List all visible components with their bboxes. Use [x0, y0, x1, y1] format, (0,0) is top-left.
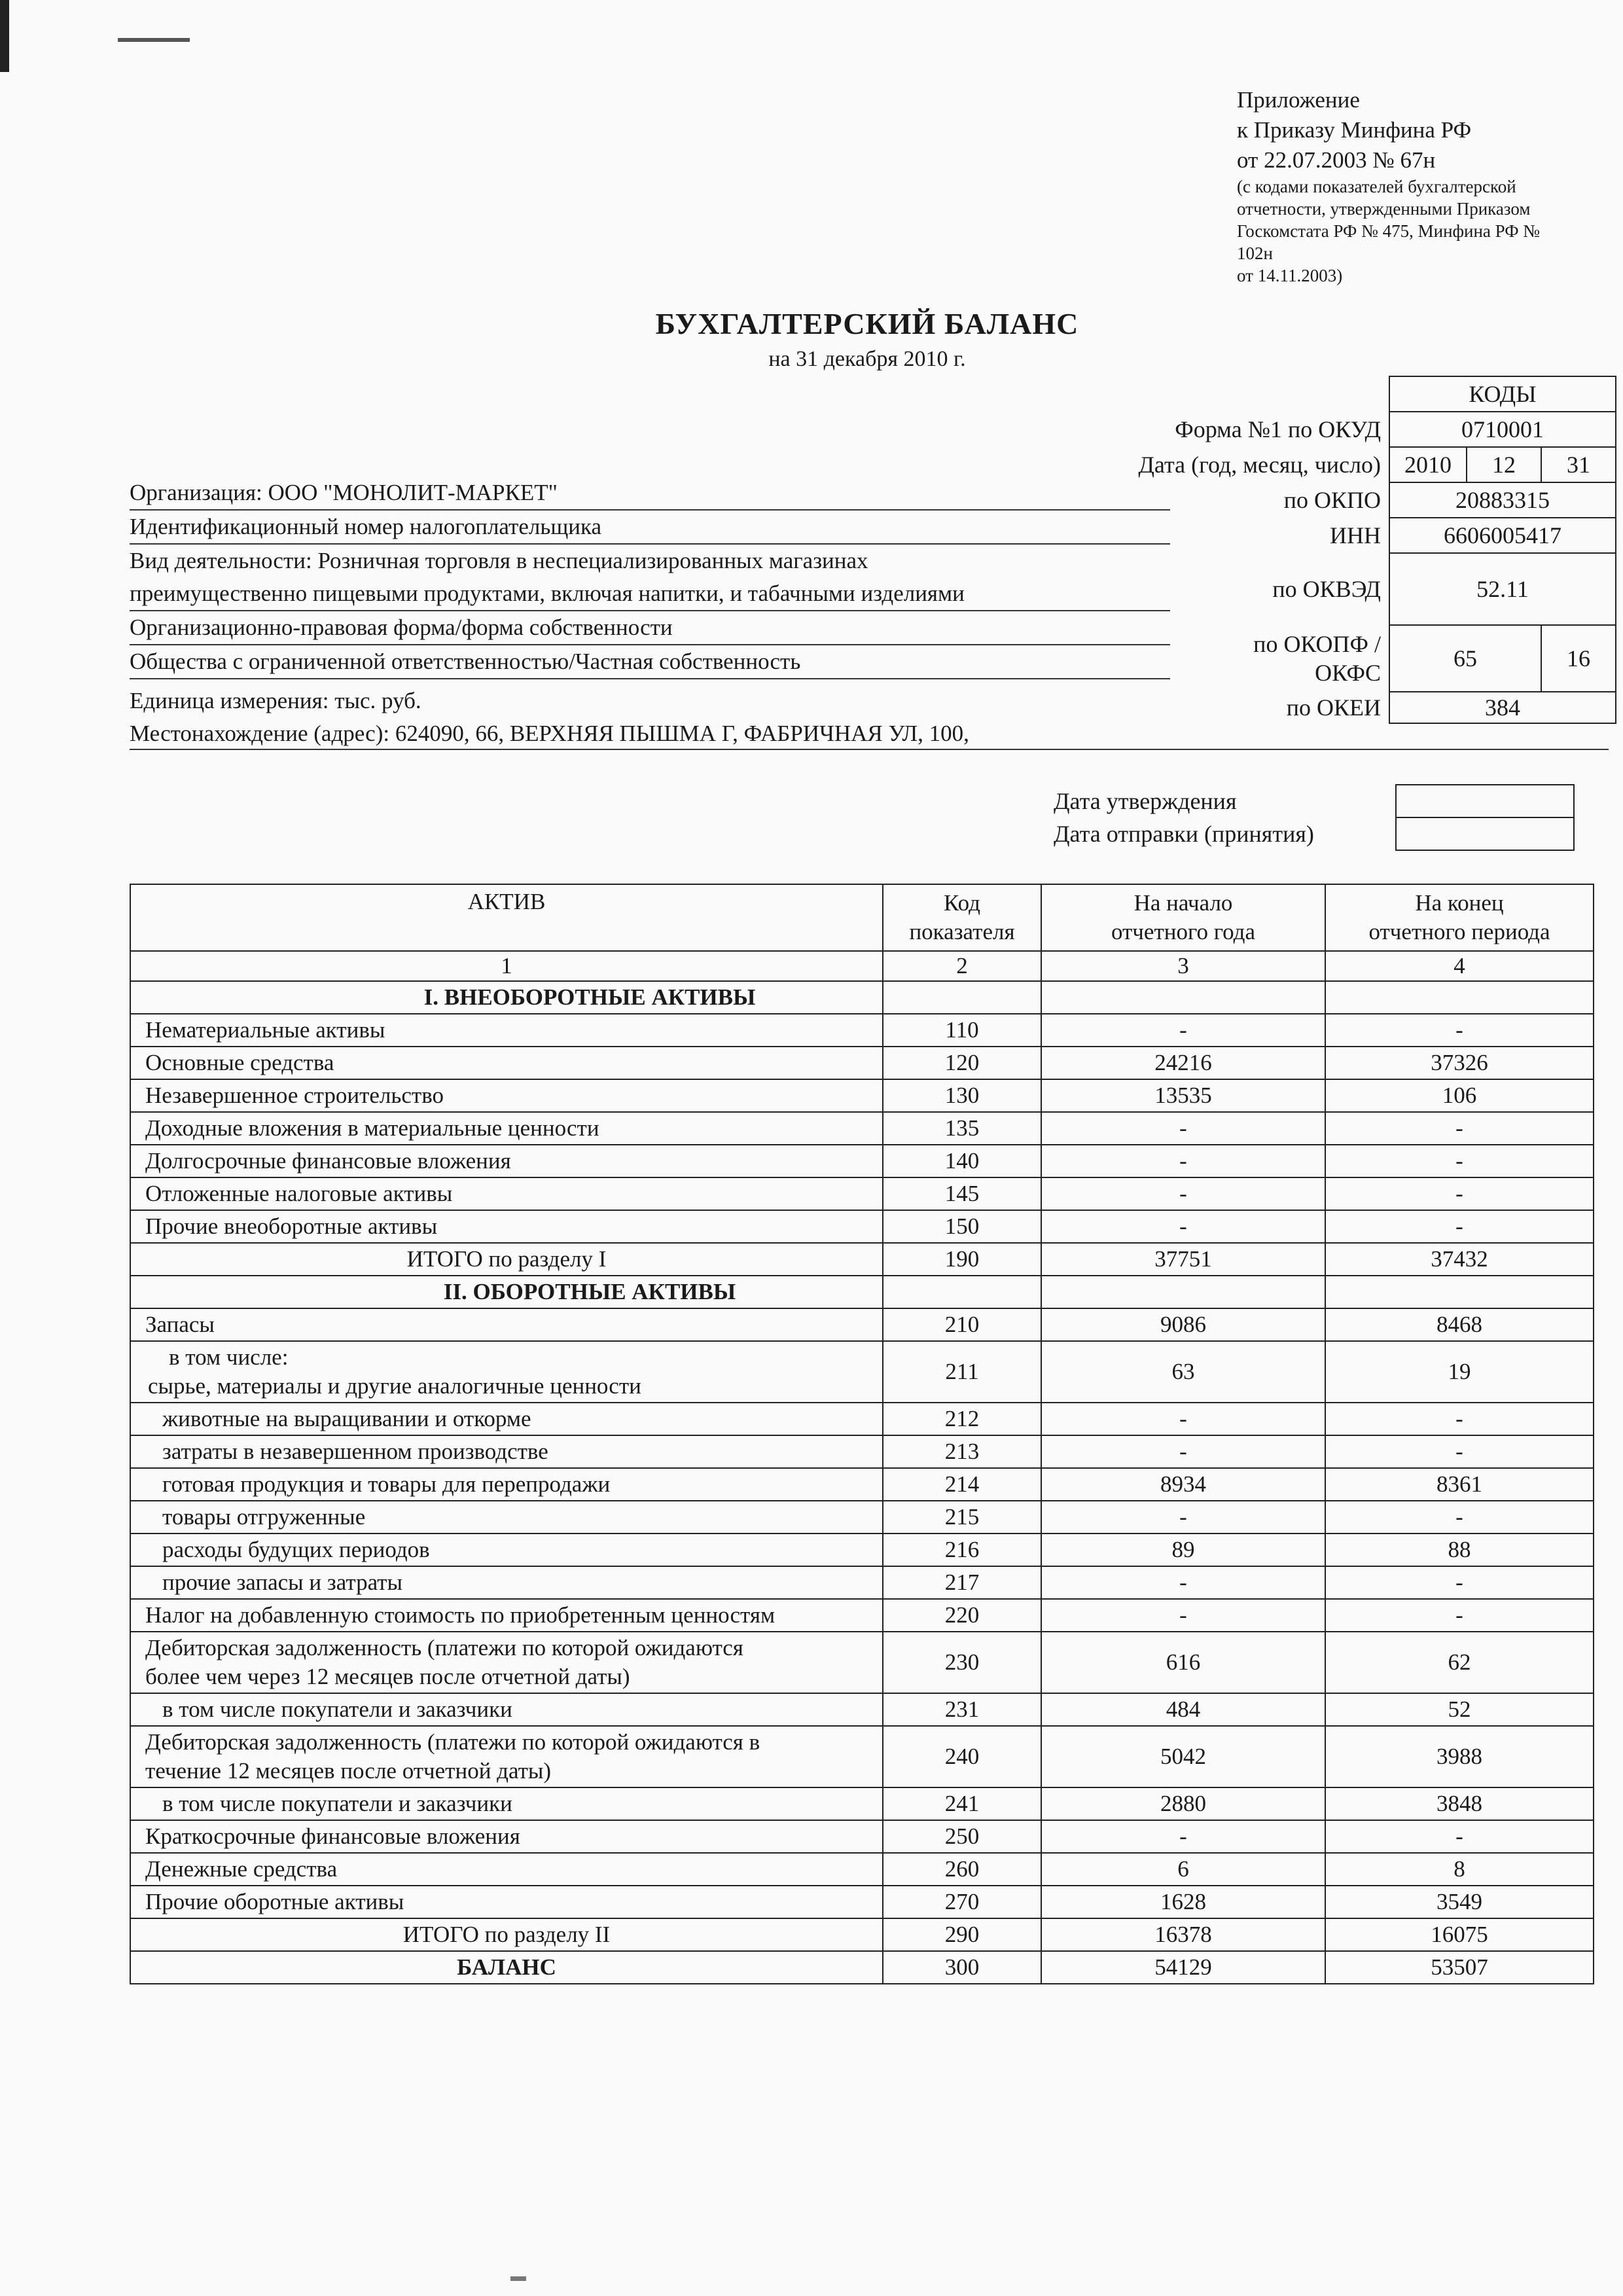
codes-header: КОДЫ — [1389, 376, 1616, 412]
header-start — [1041, 884, 1325, 951]
table-row — [130, 1566, 1594, 1599]
row-code: 216 — [883, 1534, 1041, 1566]
table-row — [130, 1726, 1594, 1787]
row-name: Налог на добавленную стоимость по приобретенным ценностям — [130, 1599, 883, 1632]
row-start: - — [1041, 1435, 1325, 1468]
row-start — [1041, 1276, 1325, 1308]
okpo-label: по ОКПО — [1283, 487, 1381, 513]
row-code: 210 — [883, 1308, 1041, 1341]
row-code: 212 — [883, 1403, 1041, 1435]
row-start: 2880 — [1041, 1787, 1325, 1820]
scan-edge-mark — [0, 0, 9, 72]
row-start: 6 — [1041, 1853, 1325, 1886]
column-number: 3 — [1041, 951, 1325, 981]
row-end: - — [1325, 1403, 1594, 1435]
appendix-note-line: отчетности, утвержденными Приказом — [1237, 199, 1531, 219]
row-end — [1325, 1276, 1594, 1308]
row-end: 8361 — [1325, 1468, 1594, 1501]
header-start-line: отчетного года — [1111, 919, 1256, 944]
row-end: 37326 — [1325, 1047, 1594, 1079]
row-start: - — [1041, 1210, 1325, 1243]
row-end: - — [1325, 1435, 1594, 1468]
row-code: 300 — [883, 1951, 1041, 1984]
row-code: 190 — [883, 1243, 1041, 1276]
row-name: Отложенные налоговые активы — [130, 1177, 883, 1210]
row-end: 8468 — [1325, 1308, 1594, 1341]
row-end: - — [1325, 1177, 1594, 1210]
row-name: животные на выращивании и откорме — [130, 1403, 883, 1435]
row-name-line: Дебиторская задолженность (платежи по которой ожидаются в — [145, 1729, 760, 1755]
table-row — [130, 1501, 1594, 1534]
header-start-line: На начало — [1133, 890, 1233, 916]
row-name: Незавершенное строительство — [130, 1079, 883, 1112]
row-name: Доходные вложения в материальные ценности — [130, 1112, 883, 1145]
row-end: 3549 — [1325, 1886, 1594, 1918]
row-name: в том числе покупатели и заказчики — [130, 1693, 883, 1726]
row-name — [130, 1632, 883, 1693]
table-row — [130, 1276, 1594, 1308]
row-name: расходы будущих периодов — [130, 1534, 883, 1566]
row-start: - — [1041, 1177, 1325, 1210]
header-end-line: На конец — [1415, 890, 1504, 916]
row-start: - — [1041, 1566, 1325, 1599]
header-code-line: Код — [944, 890, 980, 916]
row-start: 13535 — [1041, 1079, 1325, 1112]
row-name: ИТОГО по разделу II — [130, 1918, 883, 1951]
row-name: товары отгруженные — [130, 1501, 883, 1534]
row-start: 1628 — [1041, 1886, 1325, 1918]
appendix-note-line: Госкомстата РФ № 475, Минфина РФ № — [1237, 221, 1541, 241]
row-code: 150 — [883, 1210, 1041, 1243]
row-name: ИТОГО по разделу I — [130, 1243, 883, 1276]
row-code: 270 — [883, 1886, 1041, 1918]
row-end: - — [1325, 1599, 1594, 1632]
row-name: Запасы — [130, 1308, 883, 1341]
row-name: I. ВНЕОБОРОТНЫЕ АКТИВЫ — [130, 981, 883, 1014]
table-row — [130, 1047, 1594, 1079]
date-day: 31 — [1541, 447, 1616, 482]
header-end-line: отчетного периода — [1368, 919, 1550, 944]
row-start: 616 — [1041, 1632, 1325, 1693]
row-start: - — [1041, 1403, 1325, 1435]
row-end: - — [1325, 1210, 1594, 1243]
table-row — [130, 1468, 1594, 1501]
header-asset: АКТИВ — [130, 884, 883, 951]
row-start: - — [1041, 1145, 1325, 1177]
row-code: 120 — [883, 1047, 1041, 1079]
row-code — [883, 981, 1041, 1014]
row-start: - — [1041, 1820, 1325, 1853]
org-address: Местонахождение (адрес): 624090, 66, ВЕРХНЯЯ ПЫШМА Г, ФАБРИЧНАЯ УЛ, 100, — [130, 721, 969, 746]
table-row — [130, 1886, 1594, 1918]
row-start: 16378 — [1041, 1918, 1325, 1951]
row-code: 110 — [883, 1014, 1041, 1047]
row-name-line: более чем через 12 месяцев после отчетной даты) — [145, 1664, 630, 1689]
table-row — [130, 1341, 1594, 1403]
row-start: - — [1041, 1501, 1325, 1534]
document-title: БУХГАЛТЕРСКИЙ БАЛАНС — [655, 307, 1079, 340]
table-row — [130, 1435, 1594, 1468]
org-unit: Единица измерения: тыс. руб. — [130, 688, 421, 713]
balance-table — [130, 884, 1594, 1984]
row-code: 290 — [883, 1918, 1041, 1951]
row-end: 8 — [1325, 1853, 1594, 1886]
table-row — [130, 1820, 1594, 1853]
row-end: - — [1325, 1566, 1594, 1599]
org-legal-form: Организационно-правовая форма/форма собственности — [130, 611, 1170, 645]
form-label: Форма №1 по ОКУД — [1175, 416, 1381, 442]
row-name: Основные средства — [130, 1047, 883, 1079]
okfs-label: ОКФС — [1315, 660, 1381, 686]
row-end: 19 — [1325, 1341, 1594, 1403]
row-start: 24216 — [1041, 1047, 1325, 1079]
row-code: 231 — [883, 1693, 1041, 1726]
row-end: - — [1325, 1145, 1594, 1177]
row-code: 260 — [883, 1853, 1041, 1886]
row-start: 484 — [1041, 1693, 1325, 1726]
table-row — [130, 1918, 1594, 1951]
row-name: прочие запасы и затраты — [130, 1566, 883, 1599]
row-end: 88 — [1325, 1534, 1594, 1566]
appendix-note-line: от 14.11.2003) — [1237, 266, 1343, 285]
column-number: 1 — [130, 951, 883, 981]
row-name: II. ОБОРОТНЫЕ АКТИВЫ — [130, 1276, 883, 1308]
row-name — [130, 1341, 883, 1403]
appendix-note-line: 102н — [1237, 243, 1273, 263]
form-value: 0710001 — [1389, 412, 1616, 447]
okpo-value: 20883315 — [1389, 482, 1616, 518]
sent-date-box — [1396, 817, 1574, 850]
table-row — [130, 981, 1594, 1014]
table-row — [130, 1210, 1594, 1243]
row-end: - — [1325, 1112, 1594, 1145]
row-name: готовая продукция и товары для перепродажи — [130, 1468, 883, 1501]
row-start — [1041, 981, 1325, 1014]
org-activity: Вид деятельности: Розничная торговля в неспециализированных магазинах — [130, 548, 868, 573]
row-name: в том числе покупатели и заказчики — [130, 1787, 883, 1820]
row-code: 214 — [883, 1468, 1041, 1501]
okfs-value: 16 — [1541, 625, 1616, 692]
table-row — [130, 1145, 1594, 1177]
row-start: - — [1041, 1112, 1325, 1145]
table-row — [130, 1693, 1594, 1726]
org-name: Организация: ООО "МОНОЛИТ-МАРКЕТ" — [130, 476, 1170, 511]
row-start: 63 — [1041, 1341, 1325, 1403]
organization-info — [130, 476, 1170, 750]
row-code: 241 — [883, 1787, 1041, 1820]
dates-block — [1054, 784, 1575, 851]
row-code: 211 — [883, 1341, 1041, 1403]
table-row — [130, 1014, 1594, 1047]
row-name — [130, 1726, 883, 1787]
header-end — [1325, 884, 1594, 951]
table-row — [130, 1112, 1594, 1145]
row-name-line: течение 12 месяцев после отчетной даты) — [145, 1758, 552, 1784]
org-taxpayer-id: Идентификационный номер налогоплательщика — [130, 511, 1170, 545]
row-end: - — [1325, 1820, 1594, 1853]
row-code: 145 — [883, 1177, 1041, 1210]
row-code: 140 — [883, 1145, 1041, 1177]
appendix-note-line: (с кодами показателей бухгалтерской — [1237, 177, 1516, 196]
row-code: 130 — [883, 1079, 1041, 1112]
table-row — [130, 1177, 1594, 1210]
separator-line — [130, 749, 1609, 750]
header-code-line: показателя — [909, 919, 1015, 944]
approval-date-box — [1396, 785, 1574, 817]
row-start: 5042 — [1041, 1726, 1325, 1787]
row-name: Краткосрочные финансовые вложения — [130, 1820, 883, 1853]
row-end: 3848 — [1325, 1787, 1594, 1820]
row-end: 16075 — [1325, 1918, 1594, 1951]
appendix-line: от 22.07.2003 № 67н — [1237, 147, 1436, 173]
row-name: БАЛАНС — [130, 1951, 883, 1984]
row-end — [1325, 981, 1594, 1014]
row-name-line: Дебиторская задолженность (платежи по которой ожидаются — [145, 1635, 743, 1660]
okopf-label: по ОКОПФ / — [1253, 631, 1381, 657]
row-name: Денежные средства — [130, 1853, 883, 1886]
row-name-line: сырье, материалы и другие аналогичные ценности — [148, 1373, 641, 1399]
row-end: - — [1325, 1014, 1594, 1047]
date-month: 12 — [1467, 447, 1541, 482]
row-start: 37751 — [1041, 1243, 1325, 1276]
appendix-note — [1237, 85, 1603, 287]
table-row — [130, 1403, 1594, 1435]
table-row — [130, 1079, 1594, 1112]
row-code: 240 — [883, 1726, 1041, 1787]
row-end: 62 — [1325, 1632, 1594, 1693]
row-name: Прочие оборотные активы — [130, 1886, 883, 1918]
table-header-row — [130, 884, 1594, 951]
row-name: Прочие внеоборотные активы — [130, 1210, 883, 1243]
scan-dash-mark — [118, 38, 190, 42]
row-end: 106 — [1325, 1079, 1594, 1112]
scan-bottom-mark — [510, 2276, 526, 2281]
row-code: 135 — [883, 1112, 1041, 1145]
inn-label: ИНН — [1330, 522, 1381, 548]
column-number-row — [130, 951, 1594, 981]
date-label: Дата (год, месяц, число) — [1138, 452, 1381, 478]
approval-date-label: Дата утверждения — [1054, 788, 1237, 814]
okei-value: 384 — [1389, 692, 1616, 723]
row-code: 220 — [883, 1599, 1041, 1632]
row-code: 217 — [883, 1566, 1041, 1599]
okved-value: 52.11 — [1389, 553, 1616, 625]
row-end: 3988 — [1325, 1726, 1594, 1787]
okei-label: по ОКЕИ — [1286, 694, 1381, 721]
column-number: 4 — [1325, 951, 1594, 981]
okved-label: по ОКВЭД — [1272, 576, 1381, 602]
inn-value: 6606005417 — [1389, 518, 1616, 553]
row-start: 9086 — [1041, 1308, 1325, 1341]
table-row — [130, 1308, 1594, 1341]
column-number: 2 — [883, 951, 1041, 981]
row-start: 8934 — [1041, 1468, 1325, 1501]
row-start: 89 — [1041, 1534, 1325, 1566]
row-start: - — [1041, 1599, 1325, 1632]
table-row — [130, 1599, 1594, 1632]
table-row — [130, 1534, 1594, 1566]
org-ownership: Общества с ограниченной ответственностью/Частная собственность — [130, 645, 1170, 679]
row-end: 53507 — [1325, 1951, 1594, 1984]
row-name: Нематериальные активы — [130, 1014, 883, 1047]
header-code — [883, 884, 1041, 951]
table-row — [130, 1787, 1594, 1820]
document-subtitle: на 31 декабря 2010 г. — [768, 347, 966, 371]
row-start: 54129 — [1041, 1951, 1325, 1984]
row-code — [883, 1276, 1041, 1308]
row-name: затраты в незавершенном производстве — [130, 1435, 883, 1468]
table-row — [130, 1951, 1594, 1984]
appendix-line: Приложение — [1237, 87, 1360, 113]
table-row — [130, 1243, 1594, 1276]
sent-date-label: Дата отправки (принятия) — [1054, 821, 1314, 847]
table-row — [130, 1853, 1594, 1886]
row-end: 52 — [1325, 1693, 1594, 1726]
row-name: Долгосрочные финансовые вложения — [130, 1145, 883, 1177]
row-name-line: в том числе: — [169, 1344, 289, 1370]
date-year: 2010 — [1389, 447, 1467, 482]
row-end: - — [1325, 1501, 1594, 1534]
row-code: 215 — [883, 1501, 1041, 1534]
row-end: 37432 — [1325, 1243, 1594, 1276]
okopf-value: 65 — [1389, 625, 1541, 692]
row-code: 250 — [883, 1820, 1041, 1853]
appendix-line: к Приказу Минфина РФ — [1237, 117, 1472, 143]
row-code: 230 — [883, 1632, 1041, 1693]
row-code: 213 — [883, 1435, 1041, 1468]
codes-block — [1113, 376, 1616, 724]
row-start: - — [1041, 1014, 1325, 1047]
org-activity-cont: преимущественно пищевыми продуктами, включая напитки, и табачными изделиями — [130, 577, 1170, 611]
table-row — [130, 1632, 1594, 1693]
